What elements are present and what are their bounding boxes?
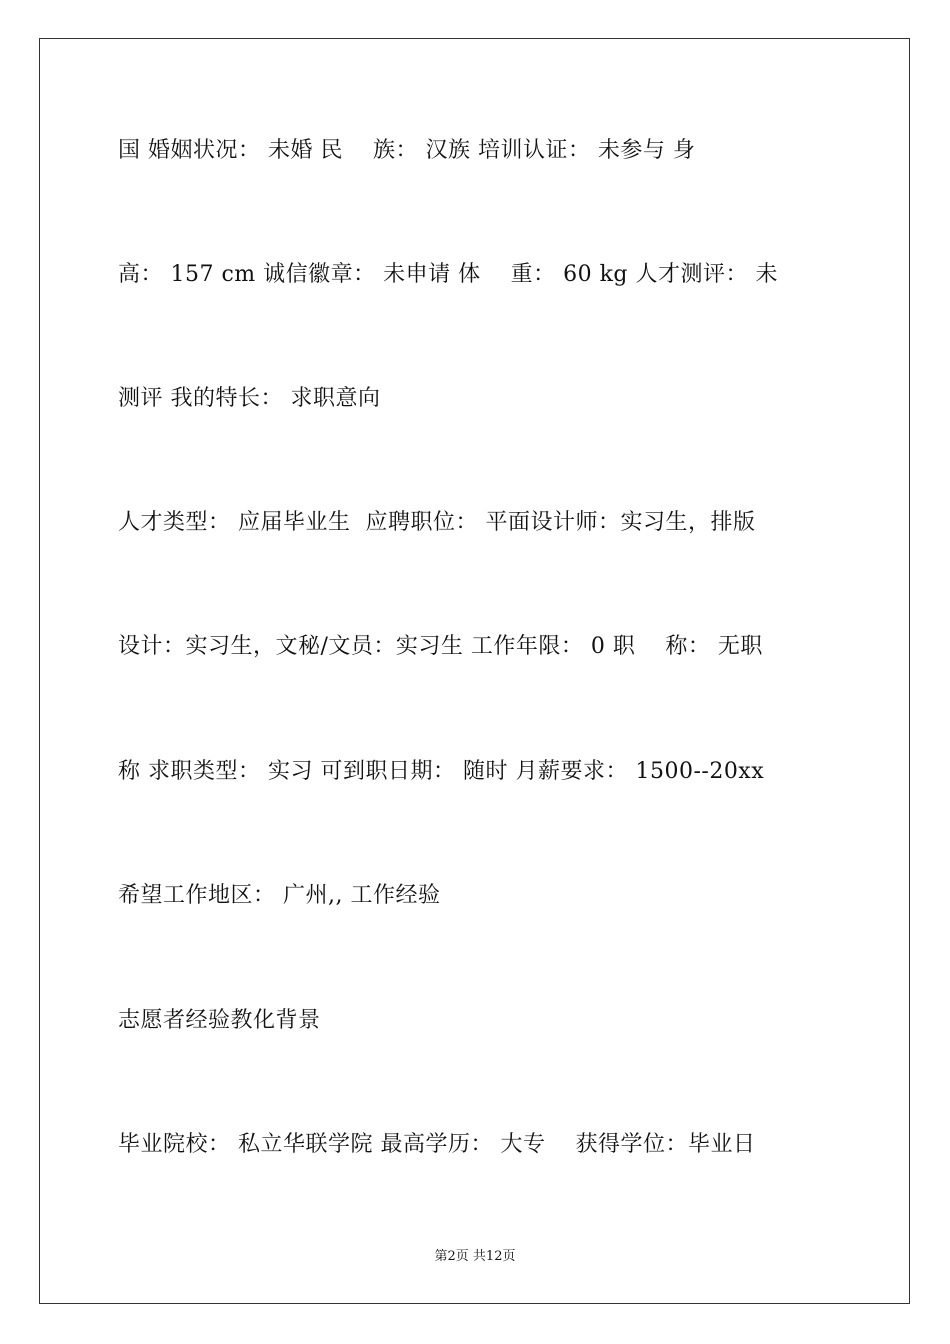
text-line-4: 人才类型： 应届毕业生 应聘职位： 平面设计师：实习生，排版 xyxy=(118,510,756,535)
text-line-6: 称 求职类型： 实习 可到职日期： 随时 月薪要求： 1500--20xx xyxy=(118,759,765,784)
text-line-9: 毕业院校： 私立华联学院 最高学历： 大专 获得学位：毕业日 xyxy=(118,1132,756,1157)
page-border xyxy=(39,38,910,1304)
text-line-3: 测评 我的特长： 求职意向 xyxy=(118,386,381,411)
text-line-2: 高： 157 cm 诚信徽章： 未申请 体 重： 60 kg 人才测评： 未 xyxy=(118,262,778,287)
text-line-1: 国 婚姻状况： 未婚 民 族： 汉族 培训认证： 未参与 身 xyxy=(118,138,696,163)
page-number-footer: 第2页 共12页 xyxy=(434,1249,516,1264)
text-line-8: 志愿者经验教化背景 xyxy=(118,1008,321,1033)
text-line-7: 希望工作地区： 广州,, 工作经验 xyxy=(118,883,441,908)
text-line-5: 设计：实习生，文秘/文员：实习生 工作年限： 0 职 称： 无职 xyxy=(118,634,763,659)
